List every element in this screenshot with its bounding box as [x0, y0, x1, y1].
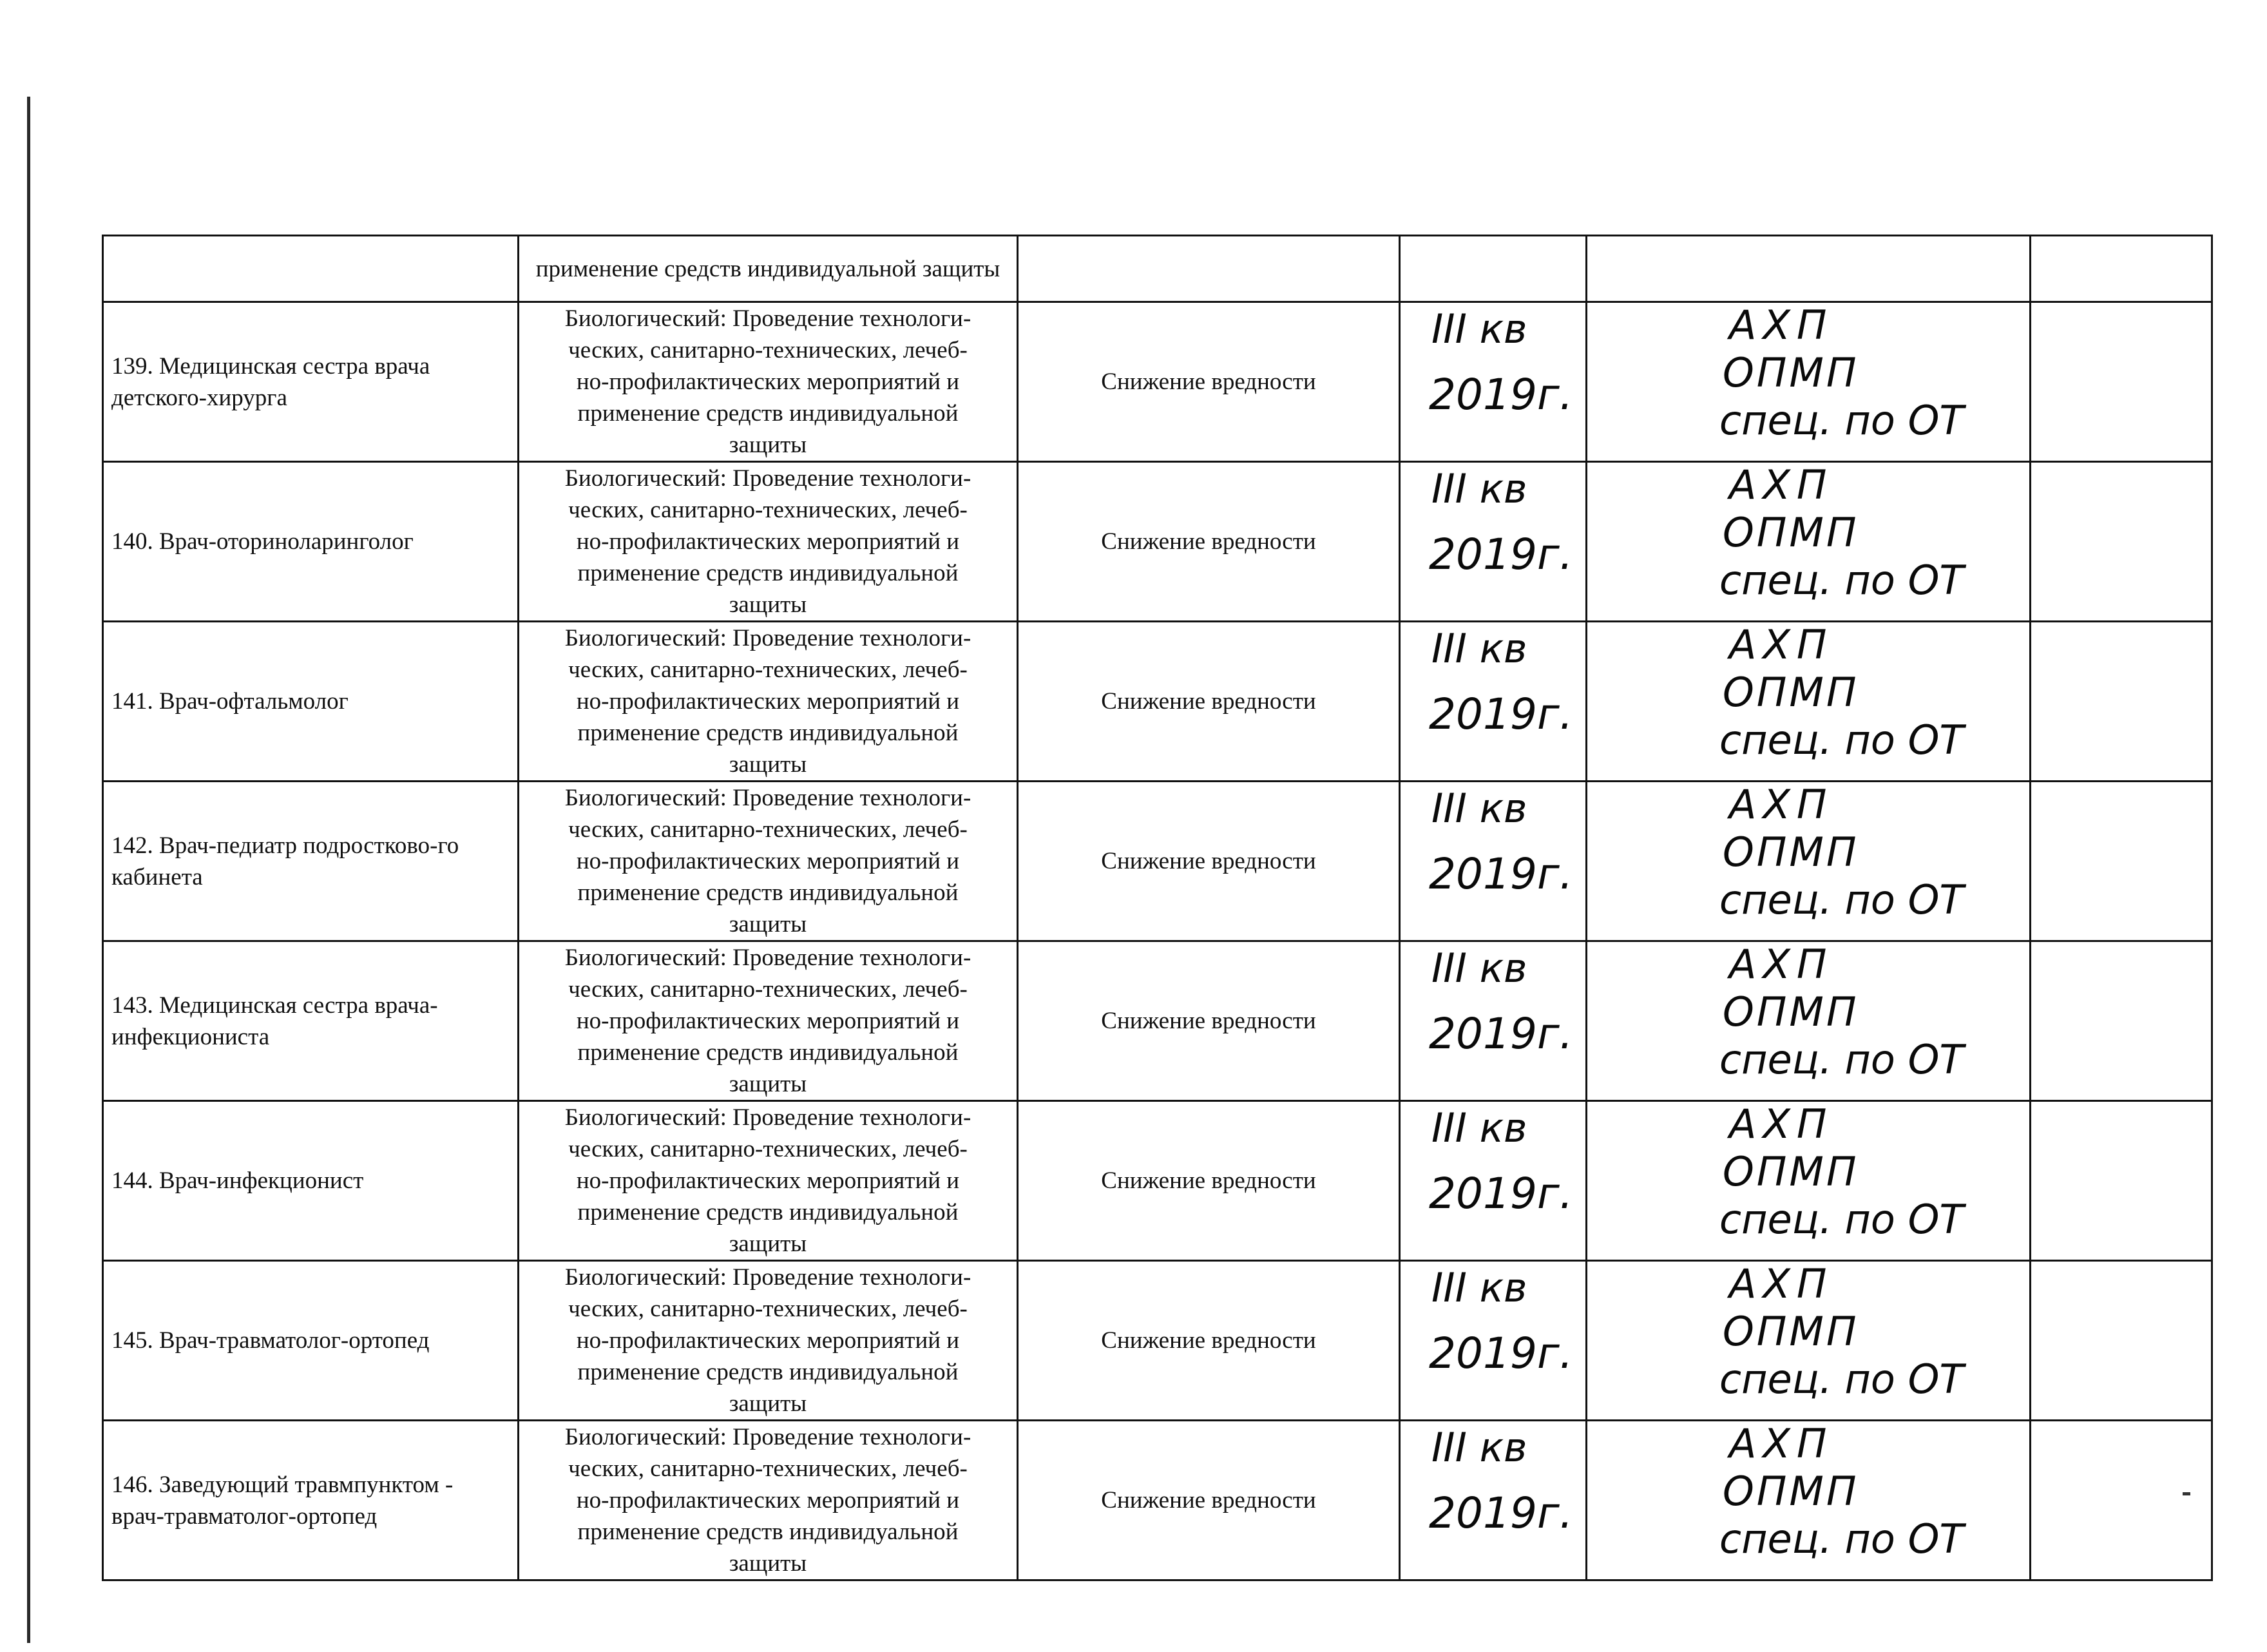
factor-line: Биологический: Проведение технологи- [564, 1264, 971, 1291]
handwritten-term: 2019г. [1429, 689, 1573, 739]
factor-line: Биологический: Проведение технологи- [564, 785, 971, 811]
note-cell [2031, 462, 2212, 622]
page-binding-edge [27, 97, 30, 1643]
goal-cell: Снижение вредности [1018, 622, 1400, 782]
factor-line: Биологический: Проведение технологи- [564, 1104, 971, 1131]
handwritten-responsible: ОПМП [1723, 349, 1859, 396]
factor-line: применение средств индивидуальной [577, 1519, 959, 1545]
handwritten-term: 2019г. [1429, 1329, 1573, 1378]
factor-line: ческих, санитарно-технических, лечеб- [568, 1296, 968, 1322]
handwritten-term: 2019г. [1429, 370, 1573, 419]
goal-cell: Снижение вредности [1018, 1101, 1400, 1261]
handwritten-responsible: спец. по ОТ [1719, 1036, 1964, 1083]
handwritten-responsible: спец. по ОТ [1719, 397, 1964, 444]
handwritten-responsible: ОПМП [1723, 829, 1859, 876]
goal-cell: Снижение вредности [1018, 1421, 1400, 1580]
note-cell [2031, 941, 2212, 1101]
handwritten-term: III кв [1431, 785, 1527, 832]
job-title-cell: 144. Врач-инфекционист [103, 1101, 519, 1261]
handwritten-responsible: АХП [1729, 1420, 1833, 1467]
factor-line: Биологический: Проведение технологи- [564, 1424, 971, 1450]
handwritten-responsible: АХП [1729, 941, 1833, 988]
measures-table [102, 235, 2213, 1581]
factor-line: ческих, санитарно-технических, лечеб- [568, 337, 968, 363]
handwritten-term: III кв [1431, 945, 1527, 992]
factor-line: но-профилактических мероприятий и [576, 1487, 960, 1513]
goal-cell: Снижение вредности [1018, 462, 1400, 622]
handwritten-term: III кв [1431, 1104, 1527, 1151]
handwritten-responsible: АХП [1729, 1100, 1833, 1148]
responsible-cell [1587, 1421, 2031, 1580]
table-row [103, 622, 2212, 782]
factor-line: но-профилактических мероприятий и [576, 1008, 960, 1034]
table-row [103, 1261, 2212, 1421]
handwritten-responsible: спец. по ОТ [1719, 1515, 1964, 1562]
goal-cell: Снижение вредности [1018, 941, 1400, 1101]
factor-cell: применение средств индивидуальной защиты [519, 236, 1018, 302]
handwritten-term: 2019г. [1429, 1488, 1573, 1538]
note-cell [2031, 1261, 2212, 1421]
factor-cell [519, 782, 1018, 941]
note-cell [2031, 1421, 2212, 1580]
handwritten-term: 2019г. [1429, 1009, 1573, 1059]
handwritten-responsible: спец. по ОТ [1719, 1356, 1964, 1403]
factor-cell [519, 1101, 1018, 1261]
factor-line: но-профилактических мероприятий и [576, 369, 960, 395]
factor-line: защиты [729, 1390, 807, 1417]
responsible-cell [1587, 462, 2031, 622]
factor-cell [519, 622, 1018, 782]
factor-line: применение средств индивидуальной [577, 879, 959, 906]
job-title-cell: 141. Врач-офтальмолог [103, 622, 519, 782]
handwritten-term: 2019г. [1429, 1169, 1573, 1218]
job-title-cell: 142. Врач-педиатр подростково-го кабинета [103, 782, 519, 941]
goal-cell [1018, 236, 1400, 302]
table-row [103, 462, 2212, 622]
factor-line: применение средств индивидуальной [577, 400, 959, 427]
handwritten-responsible: спец. по ОТ [1719, 876, 1964, 923]
handwritten-responsible: АХП [1729, 781, 1833, 828]
job-title-cell: 140. Врач-оториноларинголог [103, 462, 519, 622]
handwritten-responsible: АХП [1729, 461, 1833, 508]
measures-table-body [103, 236, 2212, 1580]
responsible-cell [1587, 782, 2031, 941]
note-cell [2031, 236, 2212, 302]
factor-line: применение средств индивидуальной [577, 1039, 959, 1066]
note-cell [2031, 782, 2212, 941]
factor-line: но-профилактических мероприятий и [576, 688, 960, 715]
handwritten-responsible: ОПМП [1723, 1148, 1859, 1195]
factor-cell [519, 1421, 1018, 1580]
handwritten-term: III кв [1431, 625, 1527, 672]
factor-line: ческих, санитарно-технических, лечеб- [568, 497, 968, 523]
factor-line: Биологический: Проведение технологи- [564, 625, 971, 651]
job-title-cell: 139. Медицинская сестра врача детского-хирурга [103, 302, 519, 462]
factor-line: ческих, санитарно-технических, лечеб- [568, 816, 968, 843]
table-row [103, 782, 2212, 941]
factor-line: применение средств индивидуальной [577, 560, 959, 586]
handwritten-responsible: ОПМП [1723, 509, 1859, 556]
handwritten-term: III кв [1431, 1424, 1527, 1471]
table-row-continuation [103, 236, 2212, 302]
factor-line: Биологический: Проведение технологи- [564, 465, 971, 492]
responsible-cell [1587, 1101, 2031, 1261]
handwritten-responsible: спец. по ОТ [1719, 716, 1964, 764]
factor-line: применение средств индивидуальной [577, 720, 959, 746]
factor-line: Биологический: Проведение технологи- [564, 945, 971, 971]
handwritten-term: III кв [1431, 1264, 1527, 1311]
table-row [103, 1101, 2212, 1261]
table-row [103, 302, 2212, 462]
handwritten-term: 2019г. [1429, 849, 1573, 899]
factor-line: но-профилактических мероприятий и [576, 1167, 960, 1194]
job-title-cell: 145. Врач-травматолог-ортопед [103, 1261, 519, 1421]
factor-line: ческих, санитарно-технических, лечеб- [568, 1136, 968, 1162]
job-cell [103, 236, 519, 302]
handwritten-term: 2019г. [1429, 530, 1573, 579]
responsible-cell [1587, 1261, 2031, 1421]
handwritten-responsible: ОПМП [1723, 1308, 1859, 1355]
handwritten-responsible: спец. по ОТ [1719, 557, 1964, 604]
term-cell [1400, 1421, 1587, 1580]
goal-cell: Снижение вредности [1018, 1261, 1400, 1421]
factor-line: Биологический: Проведение технологи- [564, 305, 971, 332]
factor-line: но-профилактических мероприятий и [576, 1327, 960, 1354]
factor-line: защиты [729, 591, 807, 618]
term-cell [1400, 1101, 1587, 1261]
factor-cell [519, 1261, 1018, 1421]
job-title-cell: 146. Заведующий травмпунктом - врач-травматолог-ортопед [103, 1421, 519, 1580]
factor-line: защиты [729, 432, 807, 458]
factor-line: но-профилактических мероприятий и [576, 848, 960, 874]
factor-line: ческих, санитарно-технических, лечеб- [568, 1455, 968, 1482]
term-cell [1400, 302, 1587, 462]
factor-line: применение средств индивидуальной [577, 1359, 959, 1385]
factor-line: но-профилактических мероприятий и [576, 528, 960, 555]
handwritten-responsible: спец. по ОТ [1719, 1196, 1964, 1243]
responsible-cell [1587, 302, 2031, 462]
note-cell [2031, 1101, 2212, 1261]
factor-line: ческих, санитарно-технических, лечеб- [568, 976, 968, 1003]
responsible-cell [1587, 236, 2031, 302]
factor-cell [519, 462, 1018, 622]
factor-cell [519, 941, 1018, 1101]
factor-cell [519, 302, 1018, 462]
note-cell [2031, 622, 2212, 782]
factor-line: защиты [729, 1071, 807, 1097]
term-cell [1400, 1261, 1587, 1421]
goal-cell: Снижение вредности [1018, 302, 1400, 462]
handwritten-responsible: ОПМП [1723, 988, 1859, 1035]
factor-line: применение средств индивидуальной [577, 1199, 959, 1225]
term-cell [1400, 782, 1587, 941]
handwritten-responsible: АХП [1729, 1260, 1833, 1307]
table-row [103, 941, 2212, 1101]
handwritten-term: III кв [1431, 465, 1527, 512]
handwritten-term: III кв [1431, 305, 1527, 352]
handwritten-responsible: ОПМП [1723, 1468, 1859, 1515]
note-cell [2031, 302, 2212, 462]
factor-line: защиты [729, 1231, 807, 1257]
factor-line: защиты [729, 911, 807, 937]
term-cell [1400, 236, 1587, 302]
term-cell [1400, 462, 1587, 622]
responsible-cell [1587, 622, 2031, 782]
factor-line: защиты [729, 1550, 807, 1577]
handwritten-responsible: АХП [1729, 302, 1833, 349]
responsible-cell [1587, 941, 2031, 1101]
term-cell [1400, 941, 1587, 1101]
handwritten-responsible: ОПМП [1723, 669, 1859, 716]
goal-cell: Снижение вредности [1018, 782, 1400, 941]
handwritten-responsible: АХП [1729, 621, 1833, 668]
factor-line: ческих, санитарно-технических, лечеб- [568, 657, 968, 683]
factor-line: защиты [729, 751, 807, 778]
table-row [103, 1421, 2212, 1580]
job-title-cell: 143. Медицинская сестра врача-инфекциониста [103, 941, 519, 1101]
term-cell [1400, 622, 1587, 782]
